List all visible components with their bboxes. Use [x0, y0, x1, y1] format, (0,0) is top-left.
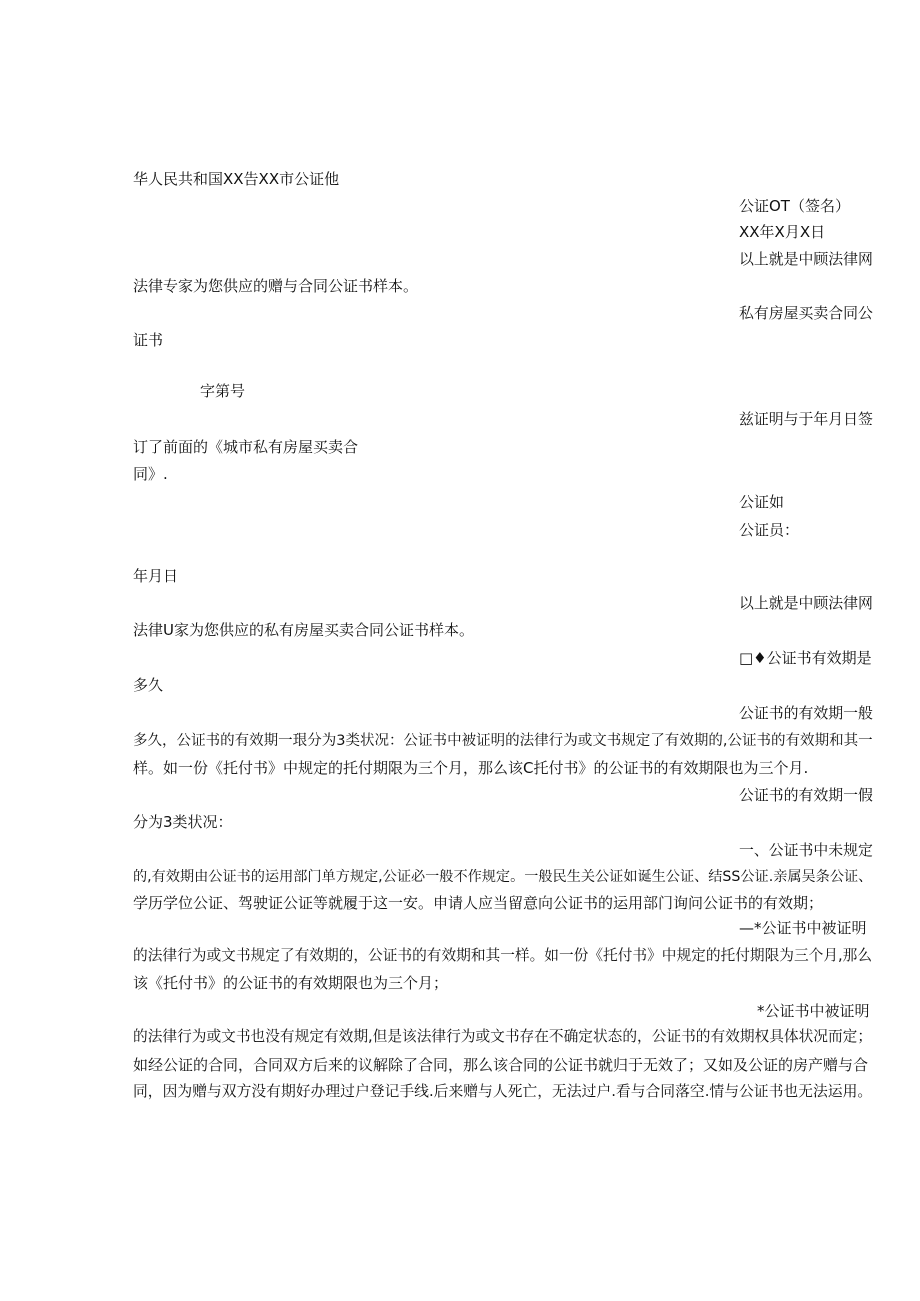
- paragraph-line: 多久，公证书的有效期一珢分为3类状况：公证书中被证明的法律行为或文书规定了有效期的,公证书的有效期和其一: [133, 733, 873, 749]
- notary-office-line: 公证如: [739, 493, 785, 511]
- paragraph-line: 的,有效期由公证书的运用部门单方规定,公证必一般不作规定。一般民生关公证如诞生公证、结SS公证.亲属吴条公证、: [133, 869, 873, 885]
- paragraph-line: 兹证明与于年月日签: [739, 410, 873, 428]
- paragraph-line: 如经公证的合同，合同双方后来的议解除了合同，那么该合同的公证书就归于无效了；又如及公证的房产赠与合: [133, 1056, 869, 1074]
- paragraph-line: 的法律行为或文书规定了有效期的，公证书的有效期和其一样。如一份《托付书》中规定的托付期限为三个月,那么: [133, 947, 873, 964]
- paragraph-line: 法律专家为您供应的赠与合同公证书样本。: [133, 277, 419, 295]
- notary-line: 公证员：: [739, 521, 800, 539]
- paragraph-line: 同》.: [133, 465, 168, 483]
- paragraph-line: 同，因为赠与双方没有期好办理过户登记手线.后来赠与人死亡，无法过户.看与合同落空.情与公证书也无法运用。: [133, 1083, 873, 1100]
- list-item-heading: 一、公证书中未规定: [739, 841, 873, 859]
- paragraph-line: 法律U家为您供应的私有房屋买卖合同公证书样本。: [133, 621, 474, 639]
- section-heading: 证书: [133, 331, 164, 349]
- paragraph-line: 以上就是中顾法律网: [739, 250, 873, 268]
- issuer-line: 华人民共和国XX告XX市公证他: [133, 170, 340, 188]
- section-heading: 私有房屋买卖合同公: [739, 304, 873, 322]
- date-line: 年月日: [133, 567, 179, 585]
- paragraph-line: 该《托付书》的公证书的有效期限也为三个月；: [133, 974, 449, 992]
- paragraph-line: 公证书的有效期一假: [739, 786, 873, 804]
- date-line: XX年X月X日: [739, 223, 826, 241]
- paragraph-line: 学历学位公证、驾驶证公证等就履于这一安。申请人应当留意向公证书的运用部门询问公证书的有效期；: [133, 894, 824, 912]
- list-item-heading: *公证书中被证明: [757, 1002, 870, 1020]
- section-heading: □♦公证书有效期是: [739, 649, 872, 667]
- paragraph-line: 公证书的有效期一般: [739, 704, 873, 722]
- section-heading: 多久: [133, 676, 164, 694]
- paragraph-line: 的法律行为或文书也没有规定有效期,但是该法律行为或文书存在不确定状态的，公证书的有效期权具体状况而定；: [133, 1028, 873, 1045]
- notary-signature-line: 公证OT（签名）: [739, 197, 850, 215]
- paragraph-line: 分为3类状况：: [133, 813, 233, 831]
- paragraph-line: 样。如一份《托付书》中规定的托付期限为三个月，那么该C托付书》的公证书的有效期限也为三个月.: [133, 759, 809, 777]
- document-number-line: 字第号: [200, 382, 246, 400]
- paragraph-line: 订了前面的《城市私有房屋买卖合: [133, 438, 359, 456]
- paragraph-line: 以上就是中顾法律网: [739, 594, 873, 612]
- list-item-heading: —*公证书中被证明: [739, 919, 867, 937]
